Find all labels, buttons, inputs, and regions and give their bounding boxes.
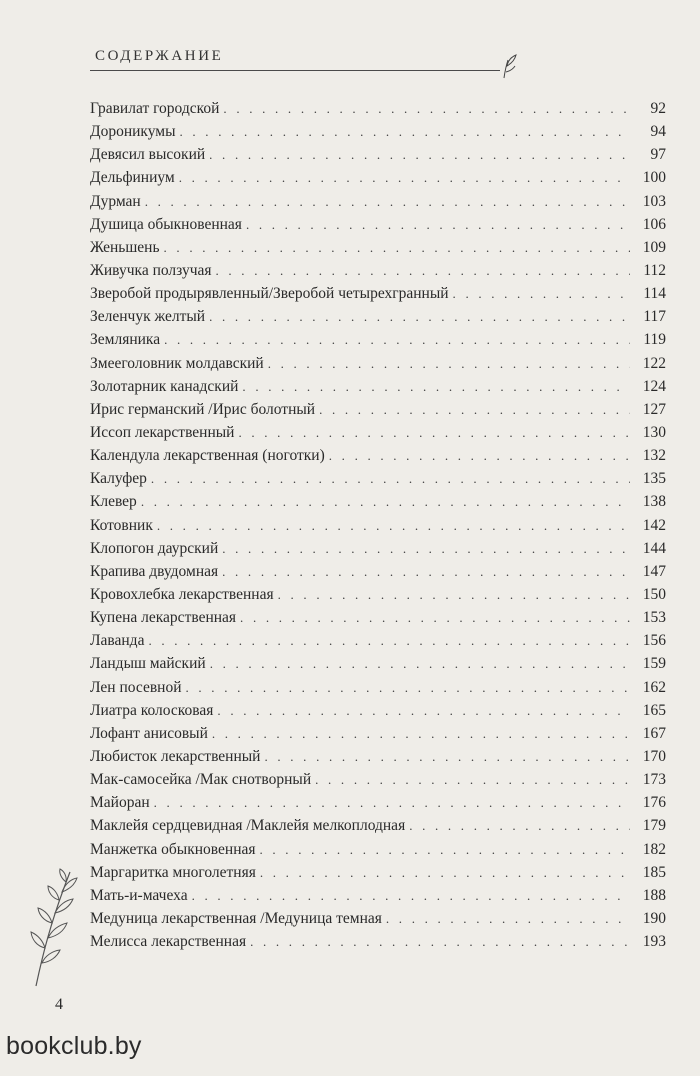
toc-entry — [90, 236, 666, 259]
toc-entry — [90, 814, 666, 837]
toc-entry-page: 100 — [642, 169, 666, 187]
toc-entry — [90, 467, 666, 490]
toc-entry-title: Календула лекарственная (ноготки) — [90, 447, 325, 465]
toc-entry-title: Лофант анисовый — [90, 724, 208, 742]
toc-entry-page: 132 — [642, 447, 666, 465]
toc-entry-title: Зеленчук желтый — [90, 308, 206, 326]
toc-entry — [90, 190, 666, 213]
toc-entry-page: 109 — [642, 238, 666, 256]
dot-leader — [210, 652, 630, 675]
toc-entry-page: 176 — [642, 794, 666, 812]
dot-leader — [223, 97, 630, 120]
dot-leader — [222, 537, 630, 560]
toc-entry — [90, 375, 666, 398]
toc-entry — [90, 143, 666, 166]
toc-entry-title: Крапива двудомная — [90, 562, 219, 580]
toc-entry-page: 159 — [642, 655, 666, 673]
toc-entry-title: Лаванда — [90, 632, 145, 650]
toc-entry-title: Змееголовник молдавский — [90, 354, 264, 372]
dot-leader — [209, 143, 630, 166]
dot-leader — [180, 120, 631, 143]
toc-entry-page: 114 — [643, 285, 666, 303]
dot-leader — [186, 676, 631, 699]
toc-entry — [90, 120, 666, 143]
toc-entry-title: Любисток лекарственный — [90, 747, 261, 765]
dot-leader — [192, 884, 630, 907]
toc-entry-title: Мелисса лекарственная — [90, 933, 247, 951]
toc-entry — [90, 930, 666, 953]
toc-entry — [90, 282, 666, 305]
dot-leader — [319, 398, 630, 421]
toc-entry — [90, 791, 666, 814]
toc-entry — [90, 444, 666, 467]
toc-entry-title: Клевер — [90, 493, 137, 511]
toc-entry-page: 147 — [642, 562, 666, 580]
toc-entry-page: 167 — [642, 724, 666, 742]
toc-entry-title: Девясил высокий — [90, 146, 206, 164]
toc-entry-page: 103 — [642, 192, 666, 210]
toc-entry-page: 94 — [650, 123, 666, 141]
dot-leader — [179, 166, 630, 189]
toc-entry-title: Дороникумы — [90, 123, 176, 141]
toc-entry-title: Майоран — [90, 794, 150, 812]
toc-entry — [90, 861, 666, 884]
toc-entry-page: 119 — [643, 331, 666, 349]
toc-entry — [90, 652, 666, 675]
toc-entry-title: Золотарник канадский — [90, 377, 239, 395]
toc-entry-page: 106 — [642, 215, 666, 233]
toc-entry-title: Кровохлебка лекарственная — [90, 585, 274, 603]
toc-entry-page: 144 — [642, 539, 666, 557]
table-of-contents — [90, 97, 666, 953]
page-number: 4 — [55, 996, 63, 1013]
dot-leader — [409, 814, 630, 837]
dot-leader — [453, 282, 630, 305]
toc-entry — [90, 421, 666, 444]
toc-entry — [90, 213, 666, 236]
toc-entry-title: Лиатра колосковая — [90, 701, 214, 719]
toc-entry-page: 156 — [642, 632, 666, 650]
toc-entry-page: 127 — [642, 400, 666, 418]
toc-entry-title: Мак-самосейка /Мак снотворный — [90, 771, 312, 789]
toc-entry-page: 130 — [642, 423, 666, 441]
toc-entry-page: 193 — [642, 933, 666, 951]
header-rule — [90, 70, 500, 71]
dot-leader — [154, 791, 630, 814]
toc-entry-page: 135 — [642, 470, 666, 488]
toc-entry-page: 188 — [642, 886, 666, 904]
toc-entry-page: 170 — [642, 747, 666, 765]
toc-entry-page: 142 — [642, 516, 666, 534]
toc-entry-title: Котовник — [90, 516, 153, 534]
dot-leader — [246, 213, 630, 236]
toc-entry-title: Купена лекарственная — [90, 609, 237, 627]
toc-entry-page: 138 — [642, 493, 666, 511]
toc-entry-title: Земляника — [90, 331, 161, 349]
toc-entry — [90, 884, 666, 907]
toc-entry — [90, 606, 666, 629]
toc-entry-title: Гравилат городской — [90, 100, 220, 117]
toc-entry — [90, 699, 666, 722]
watermark: bookclub.by — [6, 1032, 142, 1060]
toc-entry — [90, 97, 666, 120]
toc-entry-title: Ирис германский /Ирис болотный — [90, 400, 316, 418]
dot-leader — [164, 328, 630, 351]
toc-entry — [90, 328, 666, 351]
dot-leader — [278, 583, 630, 606]
dot-leader — [260, 861, 630, 884]
toc-entry-page: 165 — [642, 701, 666, 719]
toc-entry — [90, 398, 666, 421]
toc-entry — [90, 490, 666, 513]
toc-entry — [90, 305, 666, 328]
toc-entry-page: 97 — [650, 146, 666, 164]
toc-entry-title: Женьшень — [90, 238, 160, 256]
dot-leader — [238, 421, 630, 444]
toc-entry-title: Медуница лекарственная /Медуница темная — [90, 909, 382, 927]
toc-entry-title: Калуфер — [90, 470, 147, 488]
dot-leader — [212, 722, 630, 745]
branch-icon — [26, 868, 80, 988]
toc-entry-page: 182 — [642, 840, 666, 858]
toc-entry — [90, 629, 666, 652]
toc-entry-title: Мать-и-мачеха — [90, 886, 188, 904]
toc-entry-page: 124 — [642, 377, 666, 395]
section-title: СОДЕРЖАНИЕ — [95, 48, 224, 64]
dot-leader — [242, 375, 630, 398]
toc-entry — [90, 676, 666, 699]
leaf-sprig-icon — [498, 54, 524, 80]
dot-leader — [222, 560, 630, 583]
dot-leader — [217, 699, 630, 722]
toc-entry — [90, 166, 666, 189]
toc-entry-page: 173 — [642, 771, 666, 789]
toc-entry — [90, 768, 666, 791]
toc-entry — [90, 537, 666, 560]
toc-entry — [90, 838, 666, 861]
toc-entry-page: 150 — [642, 585, 666, 603]
toc-entry-page: 112 — [643, 261, 666, 279]
dot-leader — [240, 606, 630, 629]
toc-entry-page: 190 — [642, 909, 666, 927]
toc-entry — [90, 907, 666, 930]
toc-entry-title: Лен посевной — [90, 678, 182, 696]
dot-leader — [268, 352, 630, 375]
toc-entry-title: Зверобой продырявленный/Зверобой четырехгранный — [90, 285, 449, 303]
dot-leader — [164, 236, 630, 259]
toc-entry — [90, 745, 666, 768]
dot-leader — [157, 514, 630, 537]
toc-entry-title: Маргаритка многолетняя — [90, 863, 256, 881]
dot-leader — [264, 745, 630, 768]
toc-entry — [90, 560, 666, 583]
dot-leader — [386, 907, 630, 930]
toc-entry-page: 162 — [642, 678, 666, 696]
toc-entry — [90, 583, 666, 606]
dot-leader — [148, 629, 630, 652]
dot-leader — [141, 490, 630, 513]
toc-entry-title: Иссоп лекарственный — [90, 423, 235, 441]
toc-entry-title: Дурман — [90, 192, 141, 210]
toc-entry-title: Дельфиниум — [90, 169, 175, 187]
dot-leader — [151, 467, 630, 490]
toc-entry-title: Манжетка обыкновенная — [90, 840, 256, 858]
toc-entry-page: 122 — [642, 354, 666, 372]
toc-entry-page: 153 — [642, 609, 666, 627]
toc-entry-page: 117 — [643, 308, 666, 326]
dot-leader — [260, 838, 631, 861]
dot-leader — [250, 930, 630, 953]
toc-entry-title: Живучка ползучая — [90, 261, 212, 279]
toc-entry-title: Маклейя сердцевидная /Маклейя мелкоплодная — [90, 817, 406, 835]
toc-entry — [90, 514, 666, 537]
toc-entry — [90, 722, 666, 745]
dot-leader — [329, 444, 630, 467]
dot-leader — [216, 259, 631, 282]
toc-entry — [90, 259, 666, 282]
toc-entry-title: Ландыш майский — [90, 655, 206, 673]
dot-leader — [209, 305, 630, 328]
toc-entry — [90, 352, 666, 375]
dot-leader — [315, 768, 630, 791]
dot-leader — [145, 190, 630, 213]
toc-entry-page: 179 — [642, 817, 666, 835]
toc-entry-page: 92 — [650, 100, 666, 117]
toc-entry-title: Душица обыкновенная — [90, 215, 242, 233]
toc-entry-page: 185 — [642, 863, 666, 881]
toc-entry-title: Клопогон даурский — [90, 539, 219, 557]
